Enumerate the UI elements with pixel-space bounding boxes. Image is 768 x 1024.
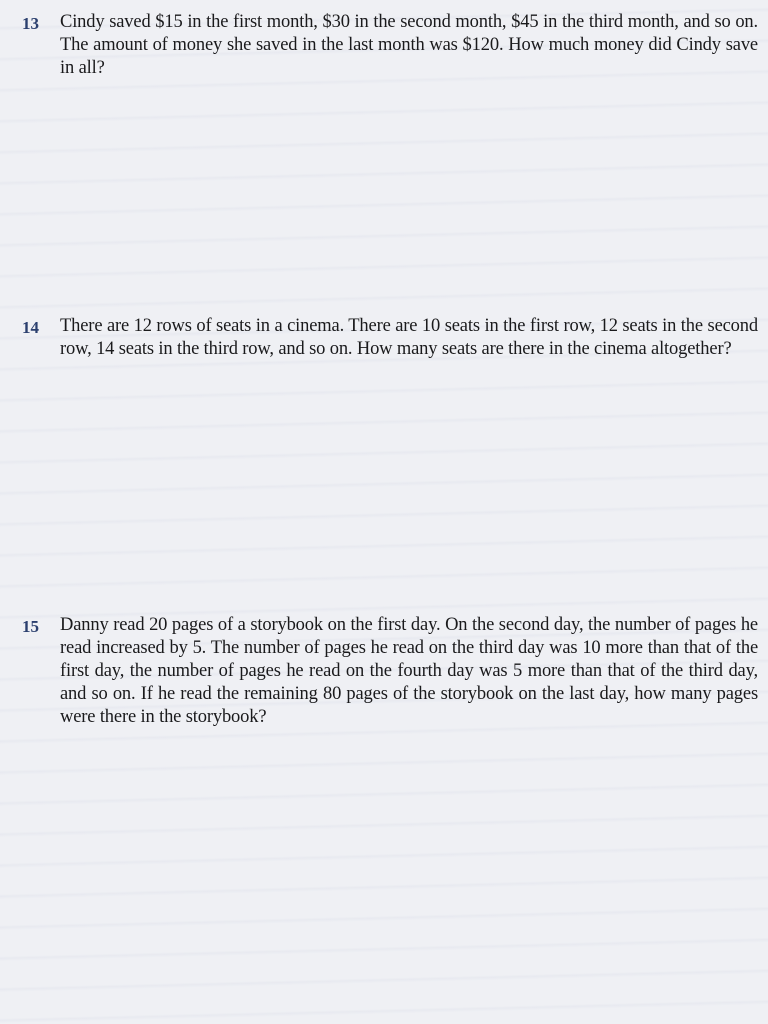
- question-text: Danny read 20 pages of a storybook on the first day. On the second day, the number of pages he read increased by 5. The number of pages he read on the third day was 10 more than that of the first day, the number of pages he read on the fourth day was 5 more than that of the third day, and so on. If he read the remaining 80 pages of the storybook on the last day, how many pages were there in the storybook?: [60, 615, 758, 727]
- question-text: Cindy saved $15 in the first month, $30 in the second month, $45 in the third month, and so on. The amount of money she saved in the last month was $120. How much money did Cindy save in all?: [60, 12, 758, 78]
- question-number: 15: [22, 617, 39, 636]
- question-text: There are 12 rows of seats in a cinema. There are 10 seats in the first row, 12 seats in the second row, 14 seats in the third row, and so on. How many seats are there in the cinema altogether?: [60, 316, 758, 359]
- question-14: [22, 315, 758, 361]
- question-13: [22, 11, 758, 80]
- question-number: 13: [22, 14, 39, 33]
- question-number: 14: [22, 318, 39, 337]
- question-15: [22, 614, 758, 729]
